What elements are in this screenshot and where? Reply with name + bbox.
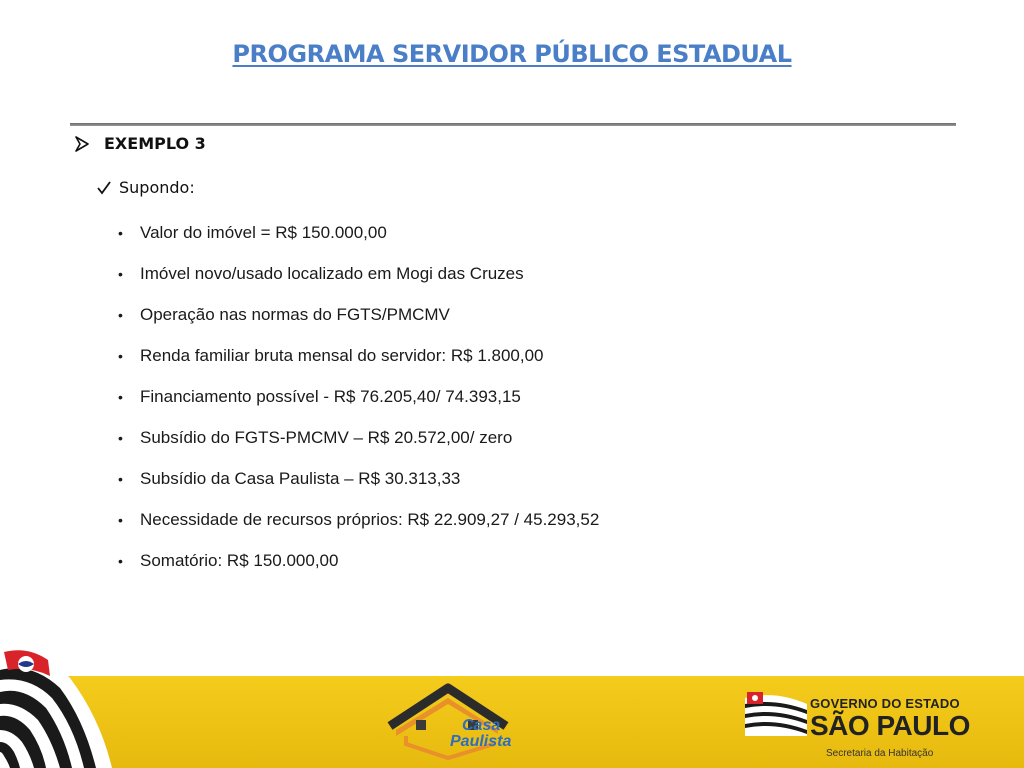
- list-item: [118, 427, 599, 468]
- list-item: [118, 263, 599, 304]
- governo-sp-emblem-icon: [745, 690, 807, 736]
- bullet-icon: •: [118, 430, 123, 446]
- list-item-text: Financiamento possível - R$ 76.205,40/ 74.393,15: [140, 387, 521, 406]
- subheading-text: Supondo:: [119, 178, 195, 197]
- checkmark-icon: [97, 181, 111, 195]
- sao-paulo-flag-icon: [0, 648, 150, 768]
- subheading-row: [97, 178, 195, 197]
- heading-text: EXEMPLO 3: [104, 134, 206, 153]
- list-item: [118, 345, 599, 386]
- list-item: [118, 509, 599, 550]
- casa-paulista-logo: [386, 682, 526, 762]
- list-item-text: Subsídio da Casa Paulista – R$ 30.313,33: [140, 469, 461, 488]
- bullet-icon: •: [118, 471, 123, 487]
- divider: [70, 123, 956, 126]
- bullet-icon: •: [118, 266, 123, 282]
- gov-line2: SÃO PAULO: [810, 710, 970, 741]
- list-item-text: Necessidade de recursos próprios: R$ 22.909,27 / 45.293,52: [140, 510, 600, 529]
- bullet-icon: •: [118, 225, 123, 241]
- list-item: [118, 550, 599, 591]
- page-title: PROGRAMA SERVIDOR PÚBLICO ESTADUAL: [232, 40, 792, 68]
- bullet-icon: •: [118, 553, 123, 569]
- list-item: [118, 304, 599, 345]
- arrow-right-icon: [74, 136, 90, 152]
- list-item: [118, 468, 599, 509]
- list-item: [118, 386, 599, 427]
- list-item-text: Valor do imóvel = R$ 150.000,00: [140, 223, 387, 242]
- heading-row: [74, 134, 206, 153]
- list-item-text: Subsídio do FGTS-PMCMV – R$ 20.572,00/ zero: [140, 428, 513, 447]
- gov-line3: Secretaria da Habitação: [826, 748, 934, 759]
- casa-logo-line2: Paulista: [450, 733, 512, 750]
- bullet-icon: •: [118, 307, 123, 323]
- list-item-text: Somatório: R$ 150.000,00: [140, 551, 339, 570]
- list-item-text: Imóvel novo/usado localizado em Mogi das Cruzes: [140, 264, 524, 283]
- bullet-icon: •: [118, 512, 123, 528]
- bullet-icon: •: [118, 389, 123, 405]
- bullet-list: [118, 222, 599, 591]
- casa-logo-line1: Casa: [462, 717, 501, 734]
- list-item-text: Renda familiar bruta mensal do servidor: R$ 1.800,00: [140, 346, 544, 365]
- list-item-text: Operação nas normas do FGTS/PMCMV: [140, 305, 450, 324]
- list-item: [118, 222, 599, 263]
- gov-line1: GOVERNO DO ESTADO: [810, 696, 960, 711]
- bullet-icon: •: [118, 348, 123, 364]
